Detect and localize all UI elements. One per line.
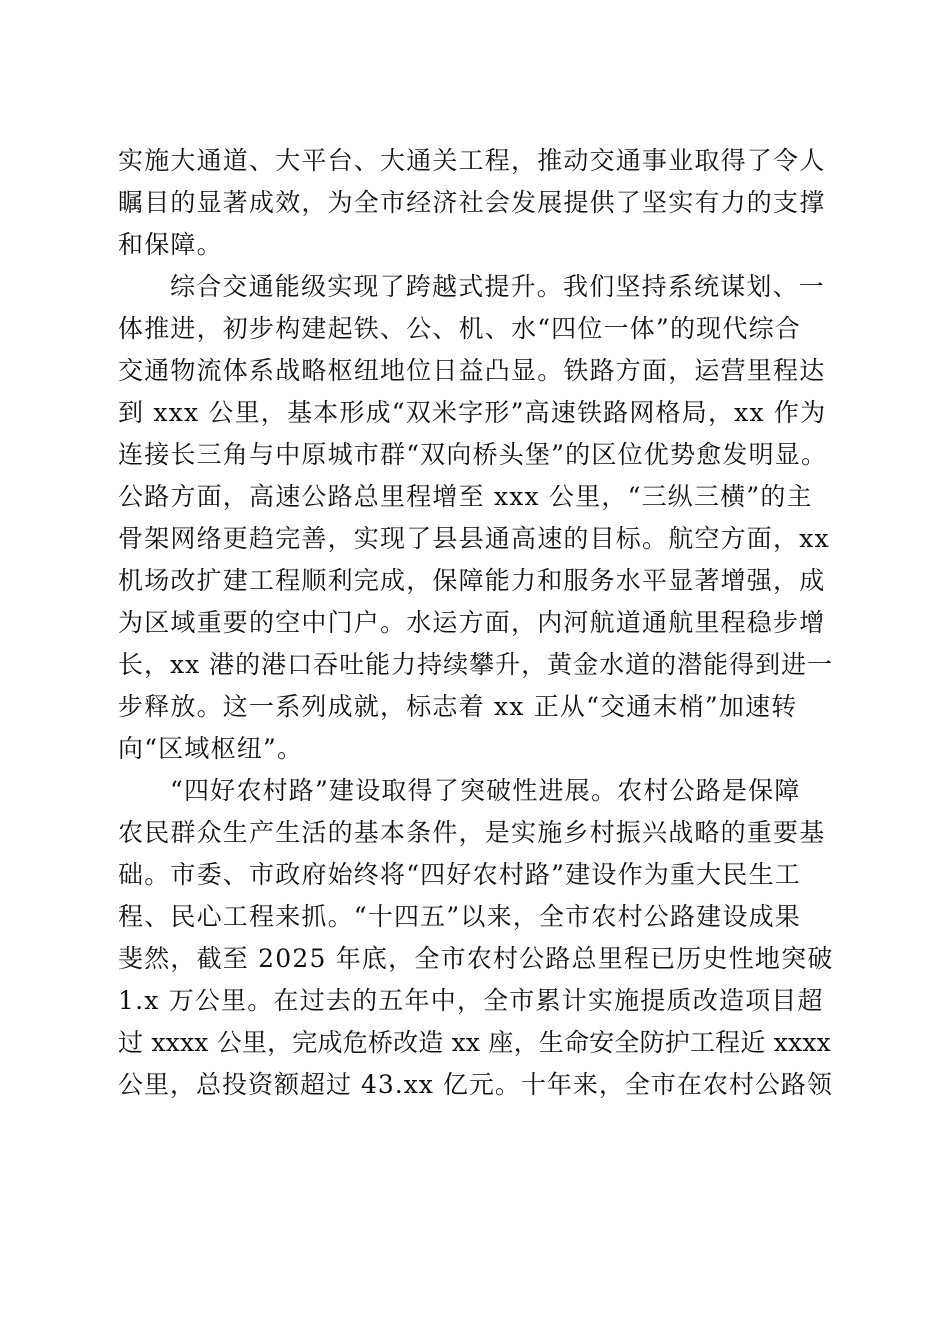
paragraph-3-line-5: 斐然，截至 2025 年底，全市农村公路总里程已历史性地突破 <box>118 944 834 973</box>
paragraph-2-line-5: 连接长三角与中原城市群“双向桥头堡”的区位优势愈发明显。 <box>118 440 828 469</box>
paragraph-2-line-7: 骨架网络更趋完善，实现了县县通高速的目标。航空方面，xx <box>118 524 830 553</box>
paragraph-3-line-3: 础。市委、市政府始终将“四好农村路”建设作为重大民生工 <box>118 860 801 889</box>
paragraph-1-line-2: 瞩目的显著成效，为全市经济社会发展提供了坚实有力的支撑 <box>118 188 826 217</box>
paragraph-2-line-8: 机场改扩建工程顺利完成，保障能力和服务水平显著增强，成 <box>118 566 826 595</box>
paragraph-1-line-3: 和保障。 <box>118 230 223 259</box>
paragraph-3-line-6: 1.x 万公里。在过去的五年中，全市累计实施提质改造项目超 <box>118 986 824 1015</box>
paragraph-2-line-12: 向“区域枢纽”。 <box>118 734 304 763</box>
paragraph-3-line-8: 公里，总投资额超过 43.xx 亿元。十年来，全市在农村公路领 <box>118 1070 833 1099</box>
paragraph-2-line-4: 到 xxx 公里，基本形成“双米字形”高速铁路网格局，xx 作为 <box>118 398 827 427</box>
paragraph-2-line-6: 公路方面，高速公路总里程增至 xxx 公里，“三纵三横”的主 <box>118 482 813 511</box>
paragraph-2-line-11: 步释放。这一系列成就，标志着 xx 正从“交通末梢”加速转 <box>118 692 798 721</box>
paragraph-3-line-4: 程、民心工程来抓。“十四五”以来，全市农村公路建设成果 <box>118 902 801 931</box>
paragraph-2-line-10: 长，xx 港的港口吞吐能力持续攀升，黄金水道的潜能得到进一 <box>118 650 834 679</box>
paragraph-3-line-1: “四好农村路”建设取得了突破性进展。农村公路是保障 <box>170 776 801 805</box>
paragraph-3-line-2: 农民群众生产生活的基本条件，是实施乡村振兴战略的重要基 <box>118 818 826 847</box>
paragraph-1-line-1: 实施大通道、大平台、大通关工程，推动交通事业取得了令人 <box>118 146 826 175</box>
paragraph-2-line-3: 交通物流体系战略枢纽地位日益凸显。铁路方面，运营里程达 <box>118 356 826 385</box>
paragraph-3-line-7: 过 xxxx 公里，完成危桥改造 xx 座，生命安全防护工程近 xxxx <box>118 1028 831 1057</box>
paragraph-2-line-9: 为区域重要的空中门户。水运方面，内河航道通航里程稳步增 <box>118 608 826 637</box>
paragraph-2-line-2: 体推进，初步构建起铁、公、机、水“四位一体”的现代综合 <box>118 314 801 343</box>
paragraph-2-line-1: 综合交通能级实现了跨越式提升。我们坚持系统谋划、一 <box>170 272 826 301</box>
